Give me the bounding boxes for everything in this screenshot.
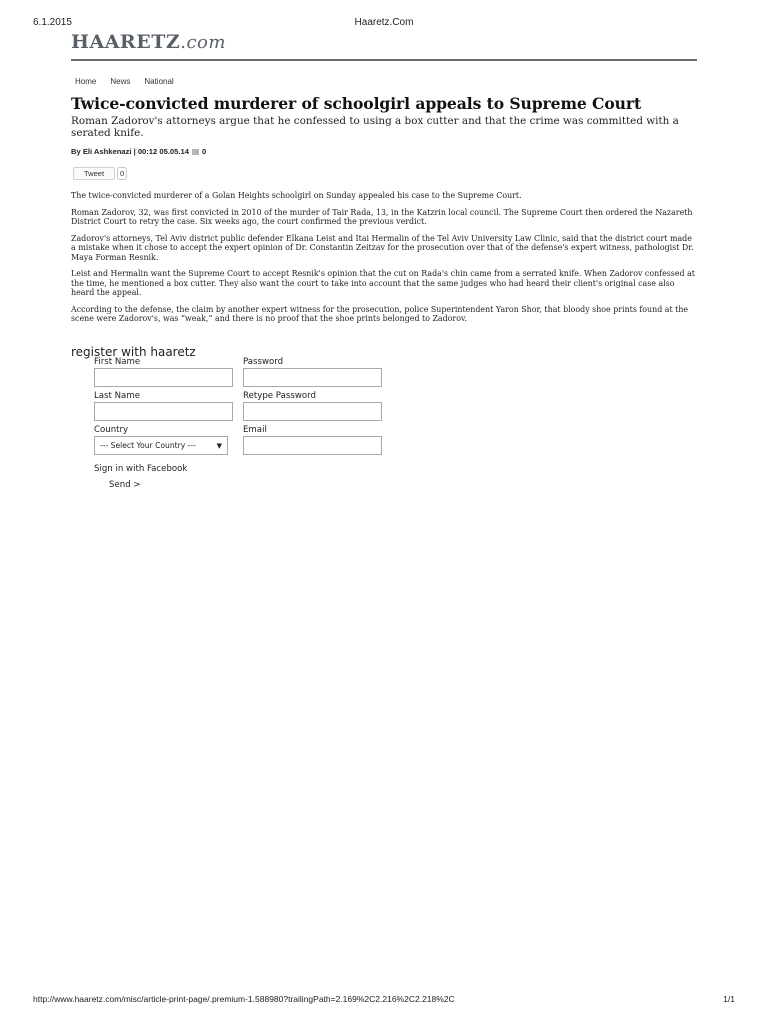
article-paragraph: Leist and Hermalin want the Supreme Court to accept Resnik's opinion that the cut on Rada's chin came from a serrated knife. When Zadorov confessed at the time, he mentioned a box cutter. They also want the court to take into account that the same judges who had heard their client's original case also heard the appeal. (71, 269, 695, 297)
comment-count: 0 (201, 147, 207, 156)
tweet-widget (73, 167, 127, 180)
last-name-label: Last Name (94, 391, 140, 401)
country-select[interactable] (94, 436, 228, 455)
header-divider (71, 59, 697, 61)
nav-news-link[interactable]: News (110, 77, 131, 86)
article-paragraph: Roman Zadorov, 32, was first convicted in 2010 of the murder of Tair Rada, 13, in the Katzrin local council. The Supreme Court then ordered the Nazareth District Court to retry the case. Six weeks ago, the court confirmed the previous verdict. (71, 207, 693, 226)
nav-home-link[interactable]: Home (75, 77, 97, 86)
first-name-field[interactable] (94, 368, 233, 387)
article-headline: Twice-convicted murderer of schoolgirl appeals to Supreme Court (71, 94, 642, 113)
nav-national-link[interactable]: National (144, 77, 174, 86)
breadcrumb-nav (75, 77, 174, 86)
retype-password-label: Retype Password (243, 391, 316, 401)
register-title: register with haaretz (71, 345, 196, 359)
article-paragraph: Zadorov's attorneys, Tel Aviv district public defender Elkana Leist and Itai Hermalin of the Tel Aviv University Law Clinic, said that the district court made a mistake when it chose to accept the expert opinion of Dr. Constantin Zeitzav for the prosecution over that of the defense's expert witness, pathologist Dr. Maya Forman Resnik. (71, 233, 694, 262)
first-name-label: First Name (94, 357, 141, 367)
print-title: Haaretz.Com (354, 17, 414, 28)
article-paragraph: According to the defense, the claim by another expert witness for the prosecution, police Superintendent Yaron Shor, that bloody shoe prints found at the scene were Zadorov's, was “weak,” and there is no proof that the shoe prints belonged to Zadorov. (71, 304, 689, 323)
country-selected-value: --- Select Your Country --- (100, 441, 196, 450)
password-field[interactable] (243, 368, 382, 387)
article-body (71, 191, 697, 331)
article-paragraph: The twice-convicted murderer of a Golan Heights schoolgirl on Sunday appealed his case to the Supreme Court. (71, 191, 522, 200)
send-button[interactable]: Send > (109, 480, 141, 490)
print-header (33, 17, 735, 31)
byline-text: By Eli Ashkenazi | 00:12 05.05.14 (71, 147, 189, 156)
print-footer (33, 994, 735, 1006)
email-field[interactable] (243, 436, 382, 455)
comment-icon[interactable] (192, 149, 199, 155)
last-name-field[interactable] (94, 402, 233, 421)
footer-url: http://www.haaretz.com/misc/article-print-page/.premium-1.588980?trailingPath=2.169%2C2.216%2C2.218%2C (33, 994, 455, 1004)
article-byline (71, 147, 206, 156)
article-subhead: Roman Zadorov's attorneys argue that he confessed to using a box cutter and that the crime was committed with a serated knife. (71, 115, 679, 139)
logo-domain: .com (180, 32, 226, 53)
tweet-button[interactable]: Tweet (73, 167, 115, 180)
print-date: 6.1.2015 (33, 17, 72, 28)
dropdown-arrow-icon: ▼ (216, 441, 222, 450)
password-label: Password (243, 357, 284, 367)
tweet-count: 0 (117, 167, 127, 180)
haaretz-logo[interactable] (71, 31, 226, 53)
email-label: Email (243, 425, 267, 435)
facebook-signin-link[interactable]: Sign in with Facebook (94, 464, 188, 474)
country-label: Country (94, 425, 129, 435)
page-number: 1/1 (723, 994, 735, 1004)
logo-brand: HAARETZ (71, 31, 181, 53)
retype-password-field[interactable] (243, 402, 382, 421)
